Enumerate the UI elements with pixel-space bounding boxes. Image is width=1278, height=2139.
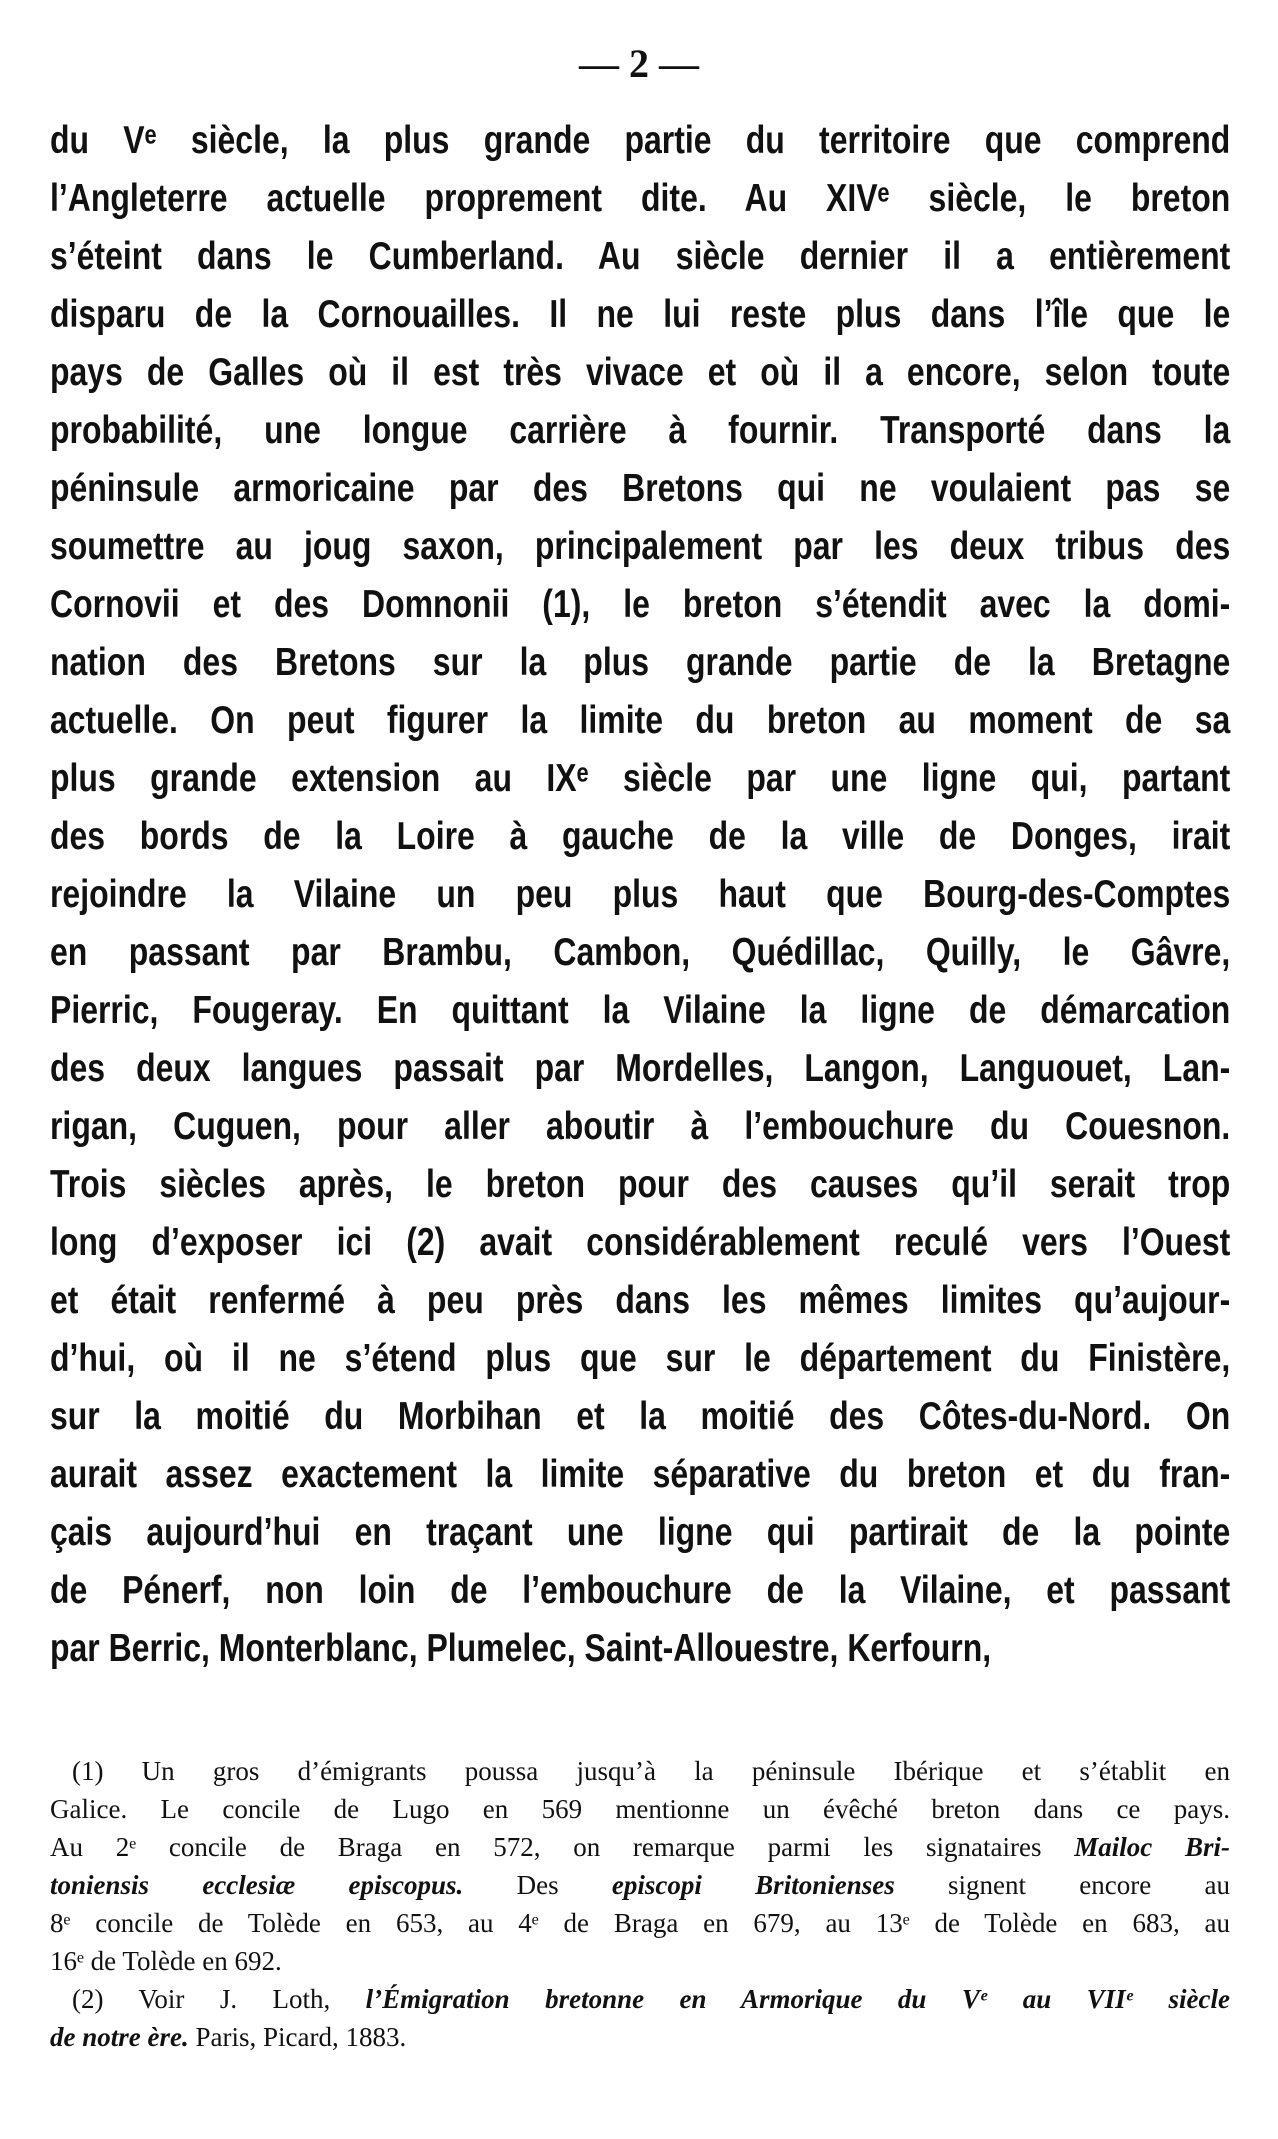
text-line: du Vᵉ siècle, la plus grande partie du territoire que comprend [50,119,1231,162]
text-line: par Berric, Monterblanc, Plumelec, Saint-Allouestre, Kerfourn, [50,1627,992,1670]
footnote-line: 16ᵉ de Tolède en 692. [50,1946,282,1976]
text-line: çais aujourd’hui en traçant une ligne qui partirait de la pointe [50,1511,1231,1554]
text-line: long d’exposer ici (2) avait considérablement reculé vers l’Ouest [50,1221,1231,1264]
footnote-line: Au 2ᵉ concile de Braga en 572, on remarque parmi les signataires Mailoc Bri- [50,1832,1230,1862]
footnote-line: toniensis ecclesiæ episcopus. Des episcopi Britonienses signent encore au [50,1870,1231,1900]
footnote-line: de notre ère. Paris, Picard, 1883. [50,2022,407,2052]
text-line: rigan, Cuguen, pour aller aboutir à l’embouchure du Couesnon. [50,1105,1231,1148]
text-line: nation des Bretons sur la plus grande partie de la Bretagne [50,641,1231,684]
footnote-1 [50,1752,1230,1980]
text-line: pays de Galles où il est très vivace et où il a encore, selon toute [50,351,1231,394]
text-line: aurait assez exactement la limite séparative du breton et du fran- [50,1453,1231,1496]
text-line: s’éteint dans le Cumberland. Au siècle dernier il a entièrement [50,235,1231,278]
text-line: rejoindre la Vilaine un peu plus haut que Bourg-des-Comptes [50,873,1231,916]
footnote-line: 8ᵉ concile de Tolède en 653, au 4ᵉ de Braga en 679, au 13ᵉ de Tolède en 683, au [50,1908,1230,1938]
text-line: des deux langues passait par Mordelles, Langon, Languouet, Lan- [50,1047,1231,1090]
text-line: de Pénerf, non loin de l’embouchure de la Vilaine, et passant [50,1569,1231,1612]
text-line: soumettre au joug saxon, principalement par les deux tribus des [50,525,1231,568]
text-line: et était renfermé à peu près dans les mêmes limites qu’aujour- [50,1279,1231,1322]
text-line: plus grande extension au IXᵉ siècle par une ligne qui, partant [50,757,1231,800]
page-number: — 2 — [579,41,699,86]
text-line: sur la moitié du Morbihan et la moitié des Côtes-du-Nord. On [50,1395,1231,1438]
footnote-line: Galice. Le concile de Lugo en 569 mentionne un évêché breton dans ce pays. [50,1794,1230,1824]
text-line: Cornovii et des Domnonii (1), le breton s’étendit avec la domi- [50,583,1231,626]
text-line: l’Angleterre actuelle proprement dite. Au XIVᵉ siècle, le breton [50,177,1231,220]
text-line: probabilité, une longue carrière à fournir. Transporté dans la [50,409,1231,452]
footnote-2 [50,1980,1230,2056]
body-text [50,112,1231,1678]
text-line: des bords de la Loire à gauche de la ville de Donges, irait [50,815,1231,858]
text-line: Pierric, Fougeray. En quittant la Vilaine la ligne de démarcation [50,989,1231,1032]
footnote-line: (1) Un gros d’émigrants poussa jusqu’à la péninsule Ibérique et s’établit en [72,1756,1230,1786]
text-line: disparu de la Cornouailles. Il ne lui reste plus dans l’île que le [50,293,1231,336]
footnotes [50,1752,1230,2056]
text-line: Trois siècles après, le breton pour des causes qu’il serait trop [50,1163,1231,1206]
text-line: péninsule armoricaine par des Bretons qui ne voulaient pas se [50,467,1231,510]
footnote-line: (2) Voir J. Loth, l’Émigration bretonne en Armorique du Vᵉ au VIIᵉ siècle [72,1984,1230,2014]
text-line: en passant par Brambu, Cambon, Quédillac, Quilly, le Gâvre, [50,931,1231,974]
text-line: actuelle. On peut figurer la limite du breton au moment de sa [50,699,1231,742]
text-line: d’hui, où il ne s’étend plus que sur le département du Finistère, [50,1337,1231,1380]
